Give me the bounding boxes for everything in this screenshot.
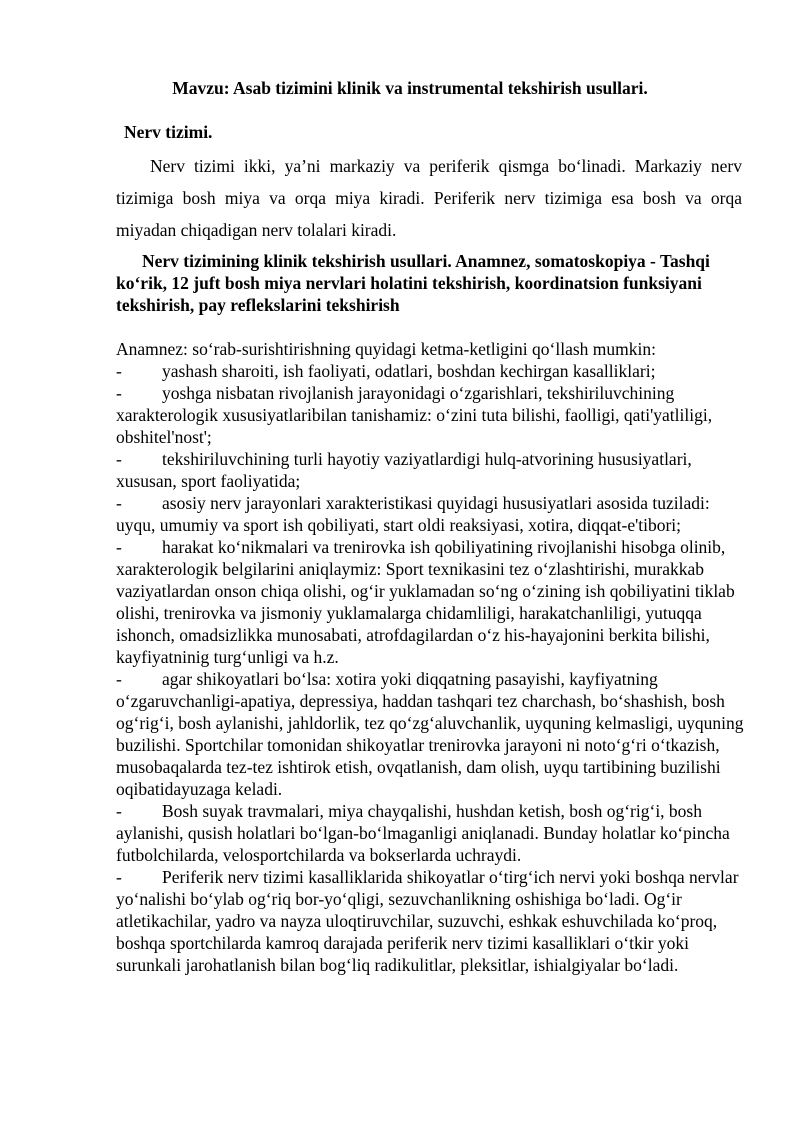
bullet-dash: -: [116, 383, 122, 403]
anamnez-intro: Anamnez: so‘rab-surishtirishning quyidagi ketma-ketligini qo‘llash mumkin:: [116, 339, 656, 359]
bullet-dash: -: [116, 449, 122, 469]
list-item-text: Bosh suyak travmalari, miya chayqalishi, hushdan ketish, bosh og‘rig‘i, bosh aylanishi, qusish holatlari bo‘lgan-bo‘lmaganligi aniqlanadi. Bunday holatlar ko‘pincha futbolchilarda, velosportchilarda va bokserlarda uchraydi.: [116, 801, 730, 865]
list-item-text: harakat ko‘nikmalari va trenirovka ish qobiliyatining rivojlanishi hisobga olinib, xarakterologik belgilarini aniqlaymiz: Sport texnikasini tez o‘zlashtirishi, murakkab vaziyatlardan onson chiqa olishi, og‘ir yuklamadan so‘ng o‘zining ish qobiliyatini tiklab olishi, trenirovka va jismoniy yuklamalarga chidamliligi, harakatchanliligi, yutuqqa ishonch, omadsizlikka munosabati, atrofdagilardan o‘z his-hayajonini berkita bilishi, kayfiyatninig turg‘unligi va h.z.: [116, 537, 735, 667]
list-item: [116, 492, 746, 536]
list-item: [116, 866, 746, 976]
list-item: [116, 360, 746, 382]
section-title: Nerv tizimi.: [124, 122, 213, 142]
bullet-dash: -: [116, 361, 122, 381]
list-item: [116, 536, 746, 668]
bullet-dash: -: [116, 493, 122, 513]
list-item-text: asosiy nerv jarayonlari xarakteristikasi quyidagi hususiyatlari asosida tuziladi: uyqu, umumiy va sport ish qobiliyati, start oldi reaksiyasi, xotira, diqqat-e'tibori;: [116, 493, 710, 535]
list-item-text: tekshiriluvchining turli hayotiy vaziyatlardigi hulq-atvorining hususiyatlari, xususan, sport faoliyatida;: [116, 449, 692, 491]
bullet-dash: -: [116, 669, 122, 689]
list-item-text: yoshga nisbatan rivojlanish jarayonidagi o‘zgarishlari, tekshiriluvchining xarakterologik xususiyatlaribilan tanishamiz: o‘zini tuta bilishi, faolligi, qati'yatliligi, obshitel'nost';: [116, 383, 713, 447]
list-item: [116, 382, 746, 448]
list-item-text: agar shikoyatlari bo‘lsa: xotira yoki diqqatning pasayishi, kayfiyatning o‘zgaruvchanligi-apatiya, depressiya, haddan tashqari tez charchash, bo‘shashish, bosh og‘rig‘i, bosh aylanishi, jahldorlik, tez qo‘zg‘aluvchanlik, uyquning kelmasligi, uyquning buzilishi. Sportchilar tomonidan shikoyatlar trenirovka jarayoni ni noto‘g‘ri o‘tkazish, musobaqalarda tez-tez ishtirok etish, ovqatlanish, dam olish, uyqu tartibining buzilishi oqibatidayuzaga keladi.: [116, 669, 744, 799]
anamnez-section: [116, 338, 746, 976]
list-item-text: yashash sharoiti, ish faoliyati, odatlari, boshdan kechirgan kasalliklari;: [162, 361, 656, 381]
list-item: [116, 668, 746, 800]
bullet-dash: -: [116, 867, 122, 887]
bullet-dash: -: [116, 801, 122, 821]
list-item: [116, 448, 746, 492]
intro-paragraph: Nerv tizimi ikki, ya’ni markaziy va periferik qismga bo‘linadi. Markaziy nerv tizimiga bosh miya va orqa miya kiradi. Periferik nerv tizimiga esa bosh va orqa miyadan chiqadigan nerv tolalari kiradi.: [116, 156, 742, 240]
list-item-text: Periferik nerv tizimi kasalliklarida shikoyatlar o‘tirg‘ich nervi yoki boshqa nervlar yo‘nalishi bo‘ylab og‘riq bor-yo‘qligi, sezuvchanlikning oshishiga bo‘ladi. Og‘ir atletikachilar, yadro va nayza uloqtiruvchilar, suzuvchi, eshkak eshuvchilada ko‘proq, boshqa sportchilarda kamroq darajada periferik nerv tizimi kasalliklari o‘tkir yoki surunkali jarohatlanish bilan bog‘liq radikulitlar, pleksitlar, ishialgiyalar bo‘ladi.: [116, 867, 739, 975]
methods-heading: Nerv tizimining klinik tekshirish usullari. Anamnez, somatoskopiya - Tashqi ko‘rik, 12 juft bosh miya nervlari holatini tekshirish, koordinatsion funksiyani tekshirish, pay reflekslarini tekshirish: [116, 251, 710, 315]
list-item: [116, 800, 746, 866]
bullet-dash: -: [116, 537, 122, 557]
topic-title: Mavzu: Asab tizimini klinik va instrumental tekshirish usullari.: [172, 78, 648, 98]
